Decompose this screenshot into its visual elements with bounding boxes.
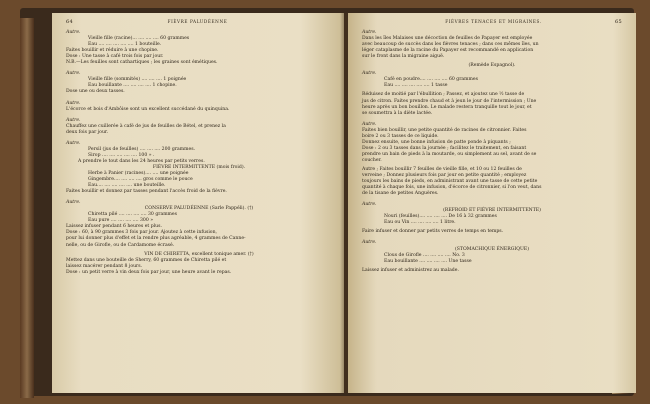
left-page: [52, 13, 344, 393]
line-spacer: [66, 66, 332, 69]
text-line: (STOMACHIQUE ÉNERGIQUE): [454, 246, 530, 252]
text-line: Eau .... .... .... .... .... 1 bouteille.: [88, 42, 162, 48]
left-page-body: [66, 30, 332, 276]
text-line: Dose : 2 ou 3 tasses dans la journée ; facilitez le traitement, en faisant: [362, 145, 527, 151]
line-spacer: [362, 197, 622, 200]
right-page-header: [362, 19, 622, 25]
section-heading: Autre.: [66, 71, 81, 77]
section-heading: Autre.: [362, 30, 377, 36]
text-line: avec beaucoup de succès dans les fièvres tenaces ; dans ces mêmes îles, un: [362, 42, 539, 48]
section-heading: Autre.: [362, 71, 377, 77]
text-line: Chauffez une cuillerée à café de jus de feuilles de Bétel, et prenez la: [66, 123, 226, 129]
text-line: léger cataplasme de la racine du Papayer est recommandé en application: [362, 48, 534, 54]
text-line: Eau ou Vin .... .... .... .... 1 litre.: [384, 220, 456, 226]
text-line: Eau pure .... .... .... .... 300 »: [88, 218, 154, 224]
line-spacer: [362, 235, 622, 238]
text-line: (Remède Espagnol).: [468, 63, 516, 69]
section-heading: Autre.: [362, 240, 377, 246]
section-heading: Autre.: [66, 100, 81, 106]
section-heading: Autre.: [66, 117, 81, 123]
text-line: Vieille fille (racine)... .... .... .... 60 grammes: [88, 36, 190, 42]
text-line: FIÈVRE INTERMITTENTE (mois froid).: [152, 164, 246, 170]
text-line: quantité à chaque fois, une infusion, d'écorce de citronnier, si l'on veut, dans: [362, 185, 542, 191]
text-line: laissez macérer pendant 8 jours.: [66, 263, 143, 269]
text-line: Gingembre.... .... .... .... gros comme le pouce: [88, 177, 193, 183]
left-page-number: 64: [66, 19, 73, 25]
text-line: Vieille fille (sommités) .... .... .... 1 poignée: [88, 77, 187, 83]
text-line: coucher.: [362, 157, 382, 163]
text-line: Donnez ensuite, une bonne infusion de patte ponde à piquants ;: [362, 139, 511, 145]
text-line: Laissez infuser et administrez au malade.: [362, 267, 459, 273]
line-spacer: [66, 113, 332, 116]
text-line: nelle, ou de Girofle, ou de Cardamome écrasé.: [66, 242, 175, 248]
book-spine-left: [20, 18, 34, 398]
right-running-head: FIÈVRES TENACES ET MIGRAINES.: [445, 19, 542, 24]
section-heading: Autre.: [66, 200, 81, 206]
right-page-number: 65: [615, 19, 622, 25]
right-page: [348, 13, 636, 393]
text-line: Clous de Girofle .... .... .... .... No. 3: [384, 252, 465, 258]
text-line: Faites bien bouillir, une petite quantité de racines de citronnier. Faites: [362, 127, 527, 133]
section-heading: Autre.: [66, 140, 81, 146]
left-running-head: FIÈVRE PALUDÉENNE: [167, 19, 228, 24]
section-heading: Autre.: [362, 202, 377, 208]
section-heading: Autre.: [66, 30, 81, 36]
text-line: Chiretta pilé .... .... .... .... 30 grammes: [88, 212, 177, 218]
text-line: Persil (jus de feuilles) .... .... .... 200 grammes.: [88, 146, 196, 152]
text-line: VIN DE CHIRETTA, excellent tonique amer. (†): [144, 251, 254, 257]
line-spacer: [66, 136, 332, 139]
text-line: Faites bouillir et réduire à une chopine.: [66, 48, 159, 54]
text-line: Dose une ou deux tasses.: [66, 89, 125, 95]
text-line: Faites bouillir et donnez par tasses pendant l'accès froid de la fièvre.: [66, 189, 227, 195]
section-heading: Autre.: [362, 121, 377, 127]
text-line: Faire infuser et donner par petits verres de temps en temps.: [362, 229, 504, 235]
text-line: sur le front dans la migraine aiguë.: [362, 54, 445, 60]
text-line: L'écorce et bois d'Ambôise sont un excellent succédané du quinquina.: [66, 106, 230, 112]
text-line: (REFROID ET FIÈVRE INTERMITTENTE): [443, 208, 541, 214]
text-line: toujours les bains de pieds, en administrant avant une tasse de cette petite: [362, 179, 538, 185]
text-line: Café en poudre.... .... .... .... 60 grammes: [384, 77, 478, 83]
right-page-body: [362, 30, 622, 274]
line-spacer: [66, 195, 332, 198]
text-line: se soumettra à la diète lactée.: [362, 110, 433, 116]
text-line: Dose : Une tasse à café trois fois par jour.: [66, 54, 164, 60]
text-line: Eau .... .... .... .... .... 1 tasse: [384, 83, 448, 89]
text-line: A prendre le tout dans les 24 heures par petits verres.: [78, 158, 205, 164]
text-line: Dose : un petit verre à vin deux fois par jour, une heure avant le repas.: [66, 269, 232, 275]
text-line: Dans les îles Malaises une décoction de feuilles de Papayer est employée: [362, 36, 533, 42]
text-line: heure après un bon bouillon. Le malade restera tranquille tout le jour, et: [362, 104, 532, 110]
left-page-header: [66, 19, 332, 25]
text-line: Sirop .... .... .... .... .... 100 » .: [88, 152, 155, 158]
text-line: Laissez infuser pendant 6 heures et plus.: [66, 224, 162, 230]
text-line: de la tisane de petites Anguères.: [362, 191, 439, 197]
text-line: verveine ; Donnez plusieurs fois par jour en petite quantité ; employez: [362, 173, 527, 179]
text-line: pour lui donner plus d'effet et la rendre plus agréable, 4 grammes de Canne-: [66, 236, 246, 242]
text-line: jus de citron. Faites prendre chaud et à jeun le jour de l'intermission ; Une: [362, 98, 537, 104]
text-line: Eau.... .... .... .... .... une bouteille.: [88, 183, 166, 189]
text-line: Herbe à Panier (racines).... .... une poignée: [88, 170, 189, 176]
text-line: prendre un bain de pieds à la moutarde, ou simplement au sel, avant de se: [362, 151, 537, 157]
text-line: Nouri (feuilles).... .... .... .... De 16 à 32 grammes: [384, 214, 497, 220]
text-line: Dose : 60, à 90 grammes 3 fois par jour. Ajoutez à cette infusion,: [66, 230, 217, 236]
text-line: Eau bouillante .... .... .... .... Une tasse: [384, 258, 472, 264]
text-line: Mettez dans une bouteille de Sherry, 60 grammes de Chiretta pilé et: [66, 257, 227, 263]
text-line: Eau bouillante .... .... .... .... 1 chopine.: [88, 83, 177, 89]
text-line: boire 2 ou 3 tasses de ce liquide.: [362, 133, 439, 139]
line-spacer: [362, 117, 622, 120]
line-spacer: [66, 96, 332, 99]
text-line: N.B.—Les feuilles sont cathartiques ; les graines sont émétiques.: [66, 60, 218, 66]
text-line: Réduisez de moitié par l'ébullition ; Passez, et ajoutez une ½ tasse de: [362, 92, 525, 98]
text-line: Autre ; Faites bouillir 7 feuilles de vieille fille, et 10 ou 12 feuilles de: [362, 166, 522, 172]
text-line: deux fois par jour.: [66, 129, 109, 135]
book: [20, 8, 634, 396]
text-line: CONSERVE PALUDÉENNE (Sarle Pappéli). (†): [144, 206, 254, 212]
